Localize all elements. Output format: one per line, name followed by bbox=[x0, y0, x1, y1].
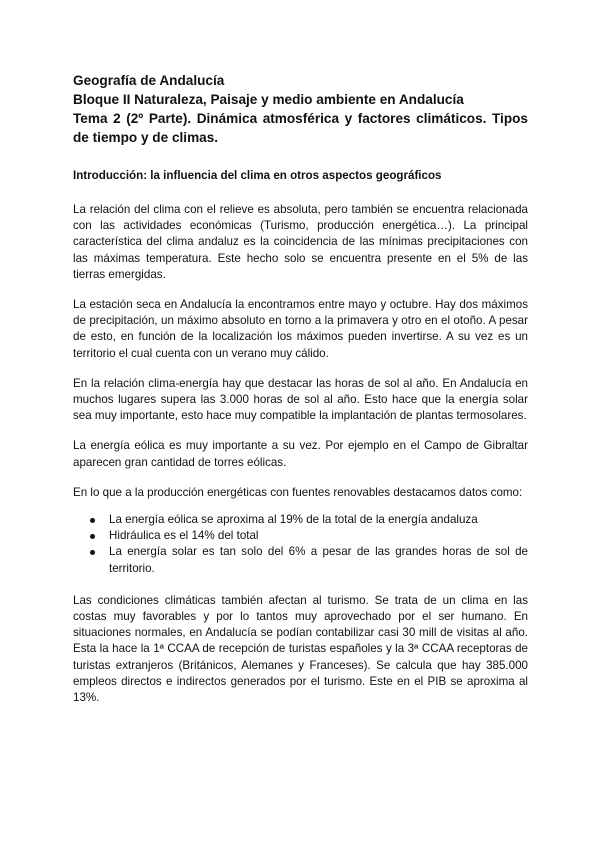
subject-title: Geografía de Andalucía bbox=[73, 73, 225, 88]
paragraph: La estación seca en Andalucía la encontramos entre mayo y octubre. Hay dos máximos de precipitación, un máximo absoluto en torno a la primavera y otro en el otoño. A pesar de esto, en función de la localización los máximos pueden invertirse. A su vez es un territorio el cual cuenta con un verano muy cálido. bbox=[73, 298, 528, 360]
list-item-text: La energía eólica se aproxima al 19% de la total de la energía andaluza bbox=[109, 513, 478, 527]
list-item bbox=[109, 528, 528, 544]
paragraph: La relación del clima con el relieve es absoluta, pero también se encuentra relacionada con las actividades económicas (Turismo, producción energética…). La principal característica del clima andaluz es la coincidencia de las mínimas precipitaciones con las máximas temperatura. Este hecho solo se encuentra presente en el 5% de las tierras emergidas. bbox=[73, 203, 528, 281]
bullet-icon bbox=[90, 518, 95, 523]
paragraph: En lo que a la producción energéticas con fuentes renovables destacamos datos como: bbox=[73, 485, 523, 499]
renewables-list bbox=[73, 512, 528, 577]
block-title: Bloque II Naturaleza, Paisaje y medio ambiente en Andalucía bbox=[73, 92, 464, 107]
paragraph: La energía eólica es muy importante a su vez. Por ejemplo en el Campo de Gibraltar aparecen gran cantidad de torres eólicas. bbox=[73, 439, 528, 469]
list-item bbox=[109, 512, 528, 528]
bullet-icon bbox=[90, 534, 95, 539]
document-header bbox=[73, 71, 528, 147]
list-item-text: Hidráulica es el 14% del total bbox=[109, 529, 259, 543]
section-title: Introducción: la influencia del clima en otros aspectos geográficos bbox=[73, 169, 442, 182]
bullet-icon bbox=[90, 550, 95, 555]
paragraph: En la relación clima-energía hay que destacar las horas de sol al año. En Andalucía en muchos lugares supera las 3.000 horas de sol al año. Esto hace que la energía solar sea muy importante, esto hace muy compatible la implantación de plantas termosolares. bbox=[73, 376, 528, 423]
list-item bbox=[109, 544, 528, 576]
list-item-text: La energía solar es tan solo del 6% a pesar de las grandes horas de sol de territorio. bbox=[109, 545, 528, 575]
paragraph: Las condiciones climáticas también afectan al turismo. Se trata de un clima en las costas muy favorables y por lo tantos muy aprovechado por el ser humano. En situaciones normales, en Andalucía se podían contabilizar casi 30 mill de visitas al año. Esta la hace la 1ª CCAA de recepción de turistas españoles y la 3ª CCAA receptoras de turistas extranjeros (Británicos, Alemanes y Franceses). Se calcula que hay 385.000 empleos directos e indirectos generados por el turismo. Este en el PIB se aproxima al 13%. bbox=[73, 593, 528, 705]
topic-title: Tema 2 (2º Parte). Dinámica atmosférica y factores climáticos. Tipos de tiempo y de climas. bbox=[73, 111, 528, 145]
document-content bbox=[73, 71, 528, 706]
